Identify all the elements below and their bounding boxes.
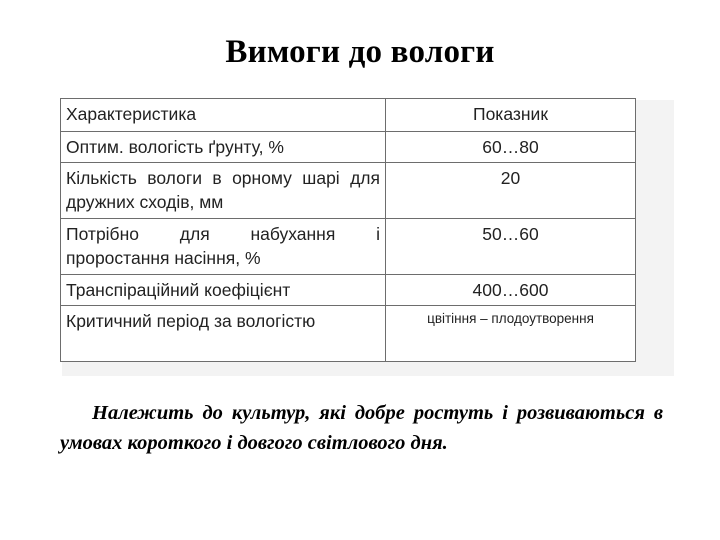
row-value: цвітіння – плодоутворення [386,306,636,362]
row-value: 400…600 [386,275,636,306]
table-row [61,275,636,306]
row-characteristic: Потрібно для набухання і проростання насіння, % [61,219,386,275]
note-paragraph: Належить до культур, які добре ростуть і розвиваються в умовах короткого і довгого світлового дня. [60,402,663,454]
moisture-requirements-table [60,98,636,362]
row-characteristic: Транспіраційний коефіцієнт [61,275,386,306]
row-characteristic: Оптим. вологість ґрунту, % [61,132,386,163]
row-characteristic: Критичний період за вологістю [61,306,386,362]
page-title: Вимоги до вологи [225,34,495,70]
table-row [61,219,636,275]
row-value: 20 [386,163,636,219]
table-row [61,132,636,163]
header-characteristic: Характеристика [61,99,386,132]
row-value: 60…80 [386,132,636,163]
row-value: 50…60 [386,219,636,275]
row-characteristic: Кількість вологи в орному шарі для дружних сходів, мм [61,163,386,219]
table-row [61,306,636,362]
header-value: Показник [386,99,636,132]
table-header-row [61,99,636,132]
table-row [61,163,636,219]
